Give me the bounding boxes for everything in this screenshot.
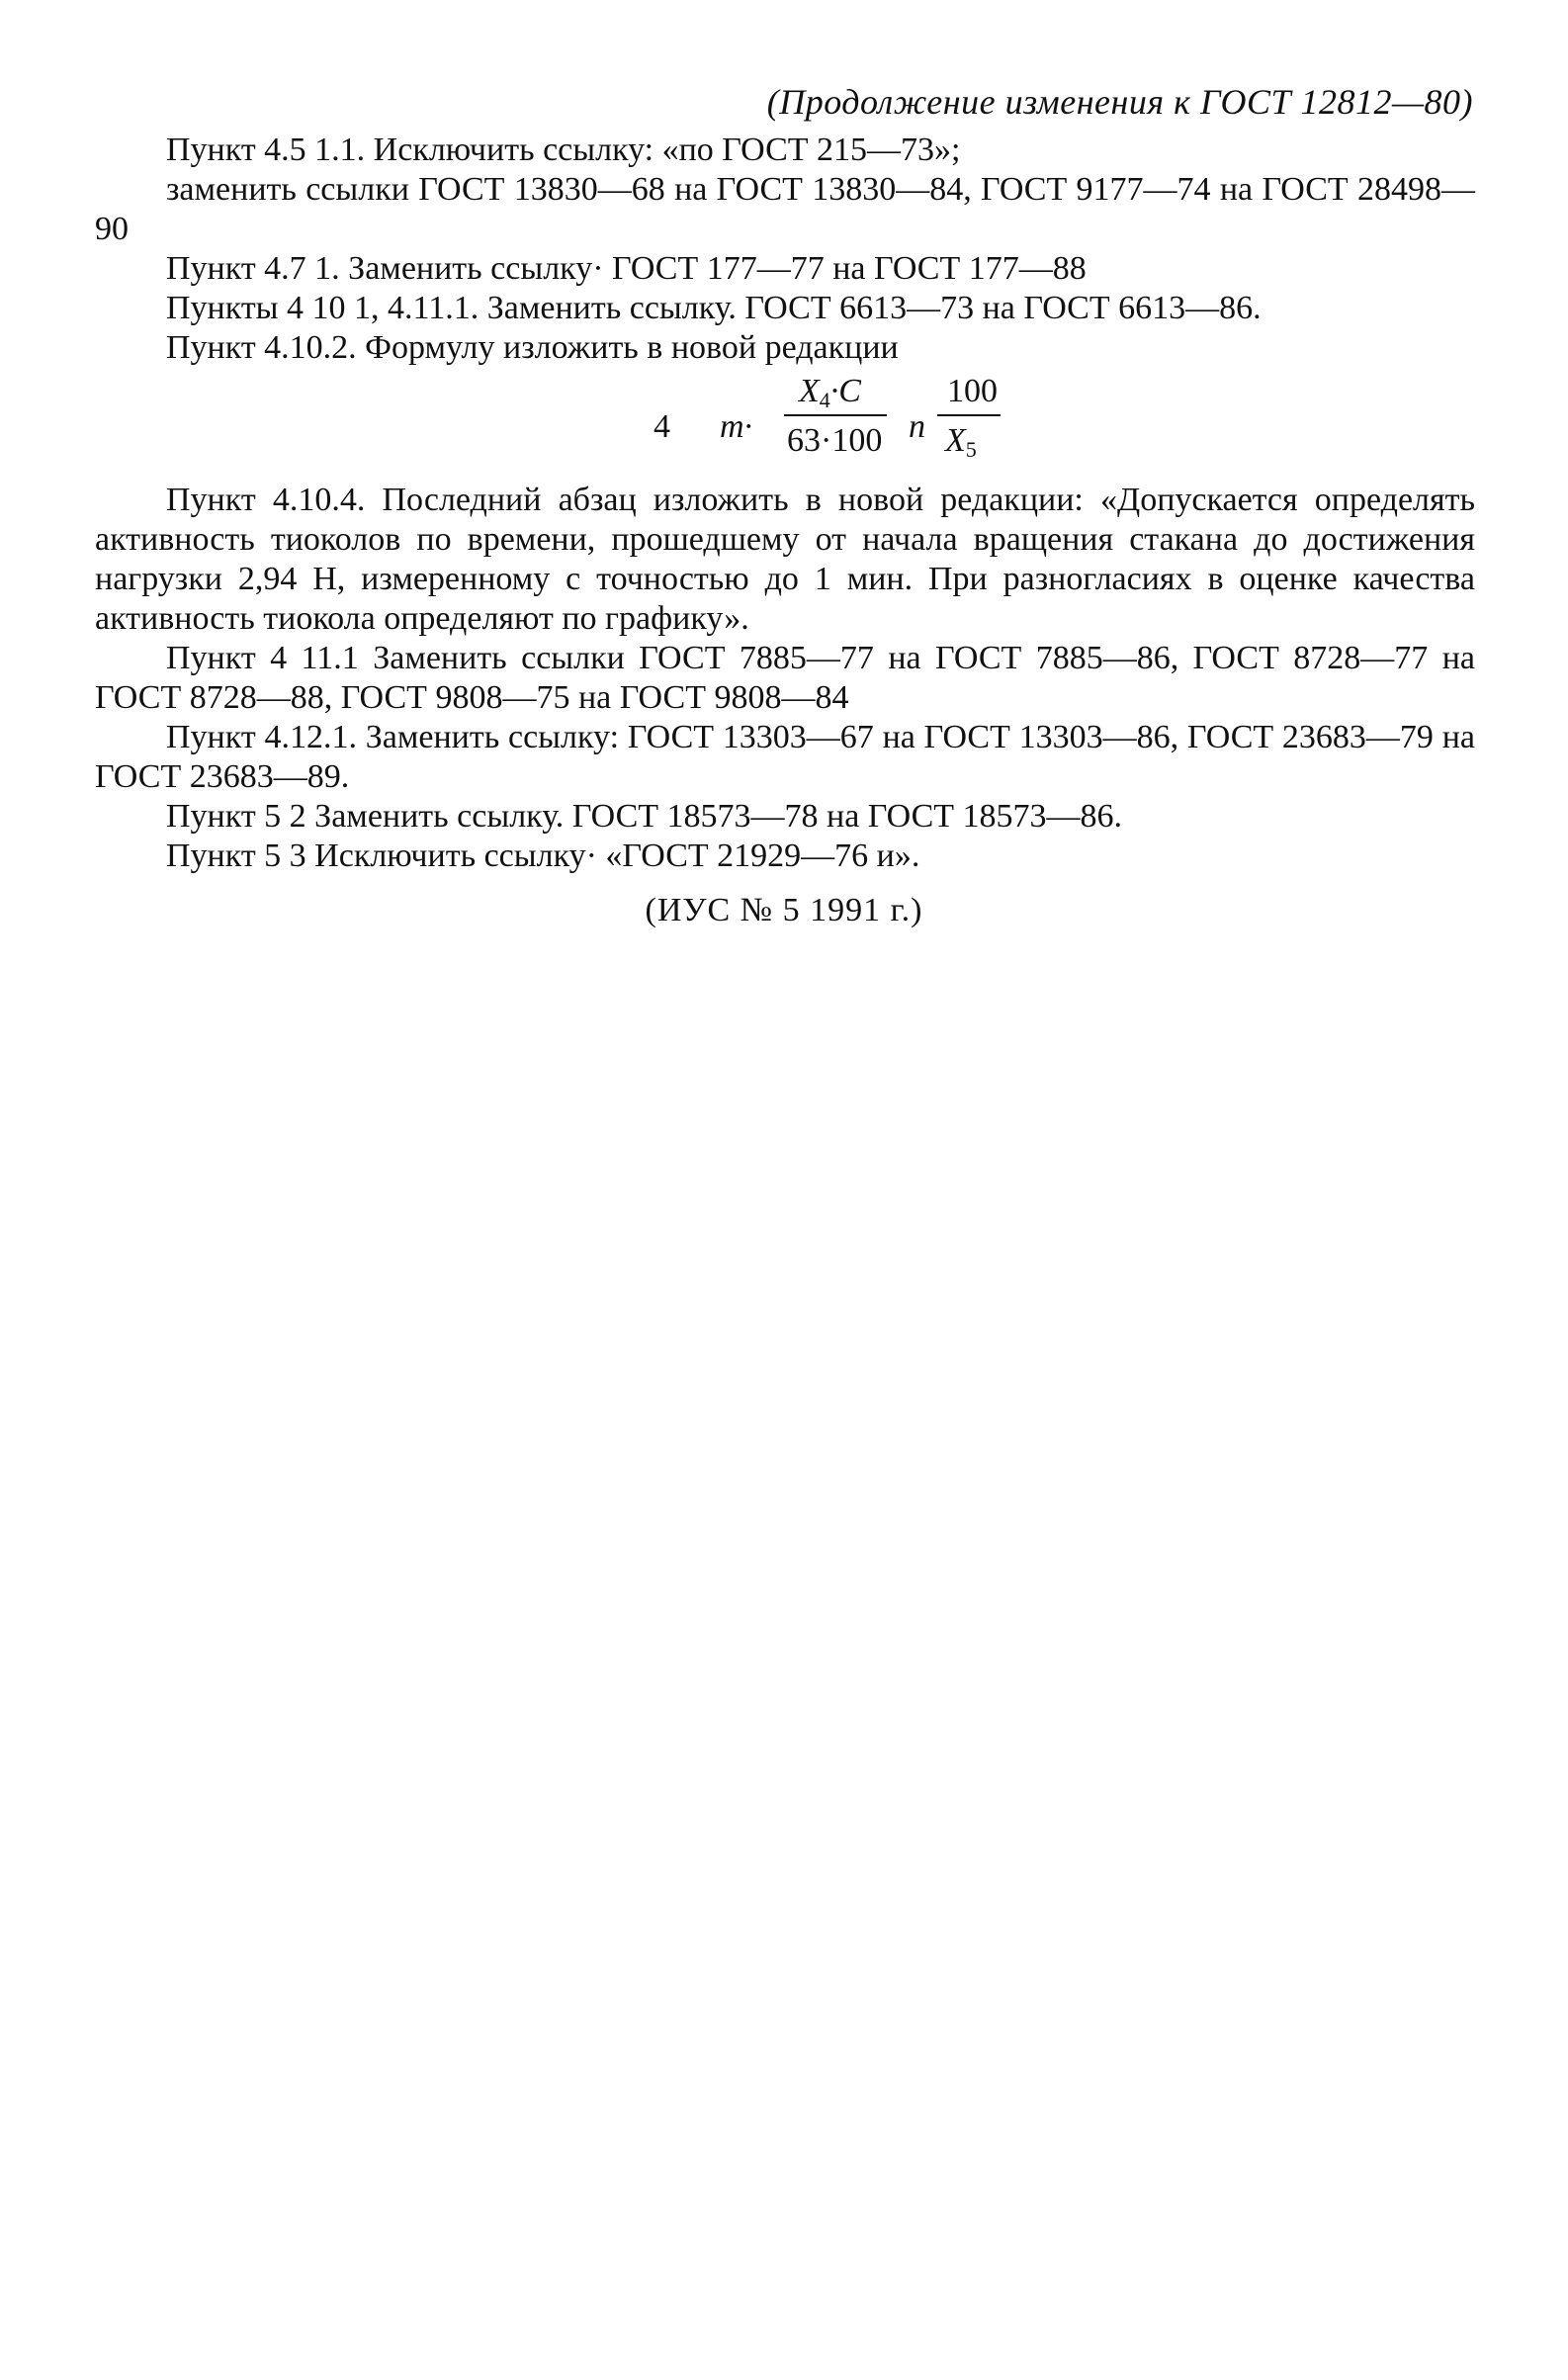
paragraph-4-12-1: Пункт 4.12.1. Заменить ссылку: ГОСТ 13303—67 на ГОСТ 13303—86, ГОСТ 23683—79 на ГОСТ 23683—89. (95, 719, 1475, 795)
amendment-text (95, 131, 1475, 876)
formula-denominator-1: 63·100 (787, 422, 883, 459)
paragraph-5-2: Пункт 5 2 Заменить ссылку. ГОСТ 18573—78 на ГОСТ 18573—86. (166, 798, 1123, 835)
formula-lhs: 4 (653, 408, 670, 445)
paragraph-4-11-1: Пункт 4 11.1 Заменить ссылки ГОСТ 7885—77 на ГОСТ 7885—86, ГОСТ 8728—77 на ГОСТ 8728—88, ГОСТ 9808—75 на ГОСТ 9808—84 (95, 640, 1475, 716)
fraction-bar-2 (937, 414, 1001, 416)
paragraph-5-3: Пункт 5 3 Исключить ссылку· «ГОСТ 21929—76 и». (166, 837, 920, 874)
formula-n: n (909, 408, 925, 445)
formula (95, 372, 1475, 467)
paragraph-4-10-4: Пункт 4.10.4. Последний абзац изложить в новой редакции: «Допускается определять активность тиоколов по времени, прошедшему от начала вращения стакана до достижения нагрузки 2,94 Н, измеренному с точностью до 1 мин. При разногласиях в оценке качества активность тиокола определяют по графику». (95, 482, 1475, 637)
paragraph-4-5-1-1: Пункт 4.5 1.1. Исключить ссылку: «по ГОСТ 215—73»; (166, 132, 961, 168)
paragraph-4-10-2: Пункт 4.10.2. Формулу изложить в новой редакции (166, 329, 899, 366)
paragraph-replace-refs: заменить ссылки ГОСТ 13830—68 на ГОСТ 13830—84, ГОСТ 9177—74 на ГОСТ 28498—90 (95, 171, 1475, 247)
paragraph-4-10-1: Пункты 4 10 1, 4.11.1. Заменить ссылку. ГОСТ 6613—73 на ГОСТ 6613—86. (166, 290, 1262, 326)
formula-m: m· (720, 408, 753, 445)
source-note: (ИУС № 5 1991 г.) (645, 892, 923, 928)
formula-denominator-2: $X_5$ (945, 422, 977, 462)
formula-numerator-2: 100 (947, 373, 998, 409)
page-header: (Продолжение изменения к ГОСТ 12812—80) (766, 82, 1473, 122)
paragraph-4-7-1: Пункт 4.7 1. Заменить ссылку· ГОСТ 177—77 на ГОСТ 177—88 (166, 250, 1087, 287)
formula-numerator-1: $X_4\cdot C$ (799, 373, 861, 412)
fraction-bar-1 (784, 414, 887, 416)
